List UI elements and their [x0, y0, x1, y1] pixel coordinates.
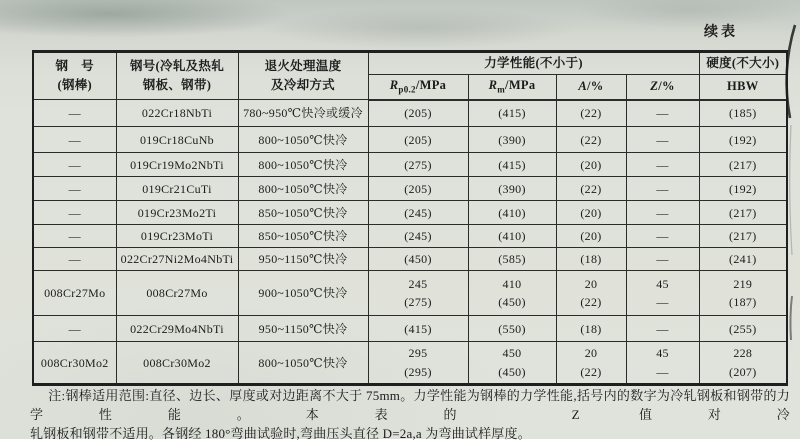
header-mechanical-group: 力学性能(不小于) [368, 52, 699, 75]
header-row-group [33, 52, 787, 75]
cell-steel-sheet: 019Cr19Mo2NbTi [116, 153, 238, 177]
cell-z: — [626, 248, 699, 271]
header-rm [468, 75, 556, 100]
cell-rm: (415) [468, 100, 556, 127]
cell-rp02: (205) [368, 127, 468, 153]
cell-annealing: 950~1150℃快冷 [238, 316, 368, 342]
cell-a: 20 (22) [556, 271, 626, 316]
cell-steel-sheet: 019Cr21CuTi [116, 177, 238, 201]
cell-annealing: 850~1050℃快冷 [238, 201, 368, 225]
cell-rm: (410) [468, 225, 556, 248]
cell-steel-bar: — [33, 153, 116, 177]
cell-steel-bar: — [33, 100, 116, 127]
table-row [33, 342, 787, 385]
rp-subscript: p0.2 [398, 84, 416, 95]
cell-a: (22) [556, 177, 626, 201]
cell-hbw: (255) [699, 316, 787, 342]
cell-steel-sheet: 022Cr29Mo4NbTi [116, 316, 238, 342]
table-row [33, 316, 787, 342]
cell-hbw: (192) [699, 177, 787, 201]
cell-a: (22) [556, 100, 626, 127]
cell-z: — [626, 177, 699, 201]
cell-rm: 450 (450) [468, 342, 556, 385]
header-hbw: HBW [699, 75, 787, 100]
cell-annealing: 850~1050℃快冷 [238, 225, 368, 248]
cell-rp02: (415) [368, 316, 468, 342]
cell-steel-sheet: 019Cr23Mo2Ti [116, 201, 238, 225]
cell-steel-sheet: 008Cr27Mo [116, 271, 238, 316]
header-reduction [626, 75, 699, 100]
cell-z: 45 — [626, 271, 699, 316]
header-steel-sheet: 钢号(冷轧及热轧 钢板、钢带) [116, 52, 238, 100]
cell-hbw: (241) [699, 248, 787, 271]
cell-steel-bar: — [33, 225, 116, 248]
table-row [33, 225, 787, 248]
table-row [33, 177, 787, 201]
cell-hbw: (217) [699, 201, 787, 225]
cell-rm: (585) [468, 248, 556, 271]
cell-steel-bar: — [33, 201, 116, 225]
cell-z: — [626, 100, 699, 127]
cell-hbw: (185) [699, 100, 787, 127]
cell-rp02: (205) [368, 177, 468, 201]
cell-rp02: (205) [368, 100, 468, 127]
cell-annealing: 800~1050℃快冷 [238, 153, 368, 177]
cell-rm: (415) [468, 153, 556, 177]
cell-z: — [626, 316, 699, 342]
cell-a: 20 (22) [556, 342, 626, 385]
cell-steel-bar: — [33, 316, 116, 342]
cell-a: (22) [556, 127, 626, 153]
header-steel-bar: 钢 号 (钢棒) [33, 52, 116, 100]
cell-z: 45 — [626, 342, 699, 385]
table-row [33, 153, 787, 177]
cell-rm: (550) [468, 316, 556, 342]
cell-annealing: 800~1050℃快冷 [238, 127, 368, 153]
table-row [33, 271, 787, 316]
a-unit: /% [587, 79, 604, 94]
cell-z: — [626, 201, 699, 225]
z-symbol: Z [650, 79, 659, 94]
cell-a: (18) [556, 316, 626, 342]
footnote: 注:钢棒适用范围:直径、边长、厚度或对边距离不大于 75mm。力学性能为钢棒的力学性能,括号内的数字为冷轧钢板和钢带的力学性能。本表的 Z 值对冷 轧钢板和钢带不适用。各钢经 180°弯曲试验时,弯曲压头直径 D=2a,a 为弯曲试样厚度。 [30, 388, 790, 441]
cell-z: — [626, 225, 699, 248]
header-rp02 [368, 75, 468, 100]
table-row [33, 201, 787, 225]
cell-steel-sheet: 019Cr18CuNb [116, 127, 238, 153]
cell-rp02: 295 (295) [368, 342, 468, 385]
cell-steel-bar: — [33, 248, 116, 271]
cell-steel-bar: — [33, 177, 116, 201]
cell-rm: (390) [468, 177, 556, 201]
cell-annealing: 900~1050℃快冷 [238, 271, 368, 316]
cell-hbw: (192) [699, 127, 787, 153]
cell-rm: 410 (450) [468, 271, 556, 316]
rm-unit: /MPa [505, 78, 536, 93]
cell-z: — [626, 127, 699, 153]
cell-hbw: 228 (207) [699, 342, 787, 385]
cell-steel-bar: — [33, 127, 116, 153]
cell-hbw: (217) [699, 225, 787, 248]
page-edge-scan-artifact [778, 0, 800, 439]
cell-hbw: (217) [699, 153, 787, 177]
cell-rp02: (275) [368, 153, 468, 177]
z-unit: /% [658, 79, 675, 94]
rm-subscript: m [497, 84, 506, 95]
cell-steel-sheet: 008Cr30Mo2 [116, 342, 238, 385]
cell-rp02: (245) [368, 201, 468, 225]
steel-grades-table [32, 50, 788, 386]
cell-rp02: (245) [368, 225, 468, 248]
header-hardness-group: 硬度(不大小) [699, 52, 787, 75]
header-elongation [556, 75, 626, 100]
table-row [33, 127, 787, 153]
continued-table-label: 续表 [704, 25, 738, 40]
a-symbol: A [578, 79, 588, 94]
cell-z: — [626, 153, 699, 177]
rp-unit: /MPa [415, 78, 447, 93]
cell-annealing: 800~1050℃快冷 [238, 177, 368, 201]
table-row [33, 100, 787, 127]
cell-annealing: 800~1050℃快冷 [238, 342, 368, 385]
cell-steel-sheet: 022Cr18NbTi [116, 100, 238, 127]
cell-steel-bar: 008Cr30Mo2 [33, 342, 116, 385]
cell-rm: (410) [468, 201, 556, 225]
table-row [33, 248, 787, 271]
cell-a: (20) [556, 153, 626, 177]
cell-rp02: 245 (275) [368, 271, 468, 316]
cell-steel-sheet: 019Cr23MoTi [116, 225, 238, 248]
header-annealing: 退火处理温度 及冷却方式 [238, 52, 368, 100]
rm-symbol: R [488, 78, 498, 93]
rp-symbol: R [389, 78, 399, 93]
cell-a: (18) [556, 248, 626, 271]
cell-a: (20) [556, 201, 626, 225]
cell-annealing: 780~950℃快冷或缓冷 [238, 100, 368, 127]
cell-annealing: 950~1150℃快冷 [238, 248, 368, 271]
cell-steel-sheet: 022Cr27Ni2Mo4NbTi [116, 248, 238, 271]
cell-a: (20) [556, 225, 626, 248]
cell-rm: (390) [468, 127, 556, 153]
cell-steel-bar: 008Cr27Mo [33, 271, 116, 316]
cell-rp02: (450) [368, 248, 468, 271]
cell-hbw: 219 (187) [699, 271, 787, 316]
